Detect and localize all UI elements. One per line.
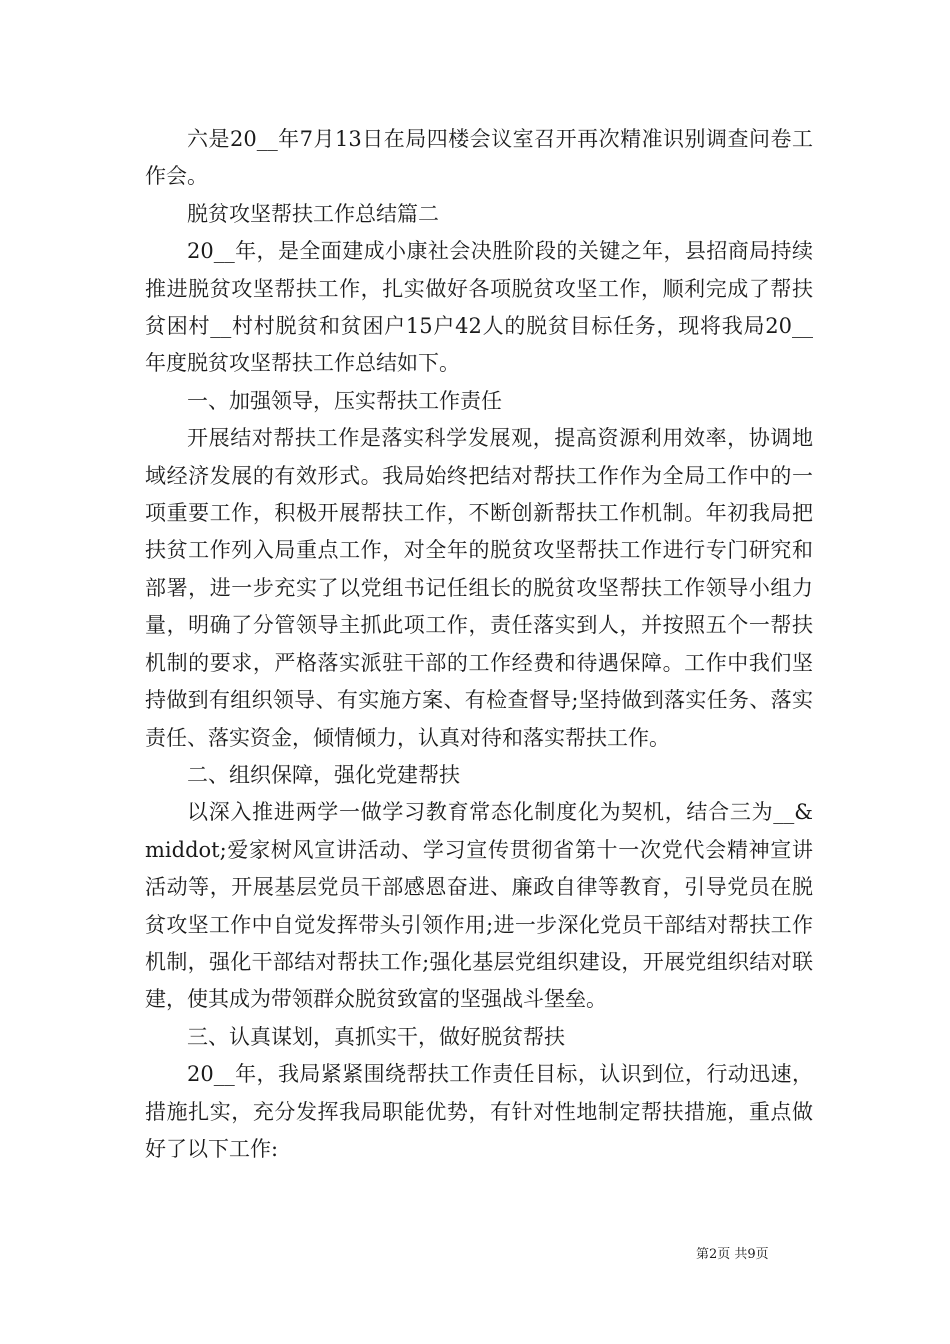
paragraph-leadership: 开展结对帮扶工作是落实科学发展观，提高资源利用效率，协调地域经济发展的有效形式。我局始终把结对帮扶工作作为全局工作中的一项重要工作，积极开展帮扶工作，不断创新帮扶工作机制。年初我局把扶贫工作列入局重点工作，对全年的脱贫攻坚帮扶工作进行专门研究和部署，进一步充实了以党组书记任组长的脱贫攻坚帮扶工作领导小组力量，明确了分管领导主抓此项工作，责任落实到人，并按照五个一帮扶机制的要求，严格落实派驻干部的工作经费和待遇保障。工作中我们坚持做到有组织领导、有实施方案、有检查督导;坚持做到落实任务、落实责任、落实资金，倾情倾力，认真对待和落实帮扶工作。 [145, 426, 813, 750]
heading-three: 三、认真谋划，真抓实干，做好脱贫帮扶 [187, 1024, 565, 1049]
paragraph-intro: 20__年，是全面建成小康社会决胜阶段的关键之年，县招商局持续推进脱贫攻坚帮扶工作，扎实做好各项脱贫攻坚工作，顺利完成了帮扶贫困村__村村脱贫和贫困户15户42人的脱贫目标任务，现将我局20__年度脱贫攻坚帮扶工作总结如下。 [145, 239, 813, 376]
paragraph-party-building: 以深入推进两学一做学习教育常态化制度化为契机，结合三为__&middot;爱家树风宣讲活动、学习宣传贯彻省第十一次党代会精神宣讲活动等，开展基层党员干部感恩奋进、廉政自律等教育，引导党员在脱贫攻坚工作中自觉发挥带头引领作用;进一步深化党员干部结对帮扶工作机制，强化干部结对帮扶工作;强化基层党组织建设，开展党组织结对联建，使其成为带领群众脱贫致富的坚强战斗堡垒。 [145, 800, 813, 1012]
document-body [145, 121, 813, 1168]
page-number: 第2页 共9页 [696, 1247, 769, 1262]
heading-two: 二、组织保障，强化党建帮扶 [187, 762, 460, 787]
section-title: 脱贫攻坚帮扶工作总结篇二 [187, 201, 439, 226]
paragraph-meeting-note: 六是20__年7月13日在局四楼会议室召开再次精准识别调查问卷工作会。 [145, 127, 813, 189]
paragraph-planning: 20__年，我局紧紧围绕帮扶工作责任目标，认识到位，行动迅速，措施扎实，充分发挥我局职能优势，有针对性地制定帮扶措施，重点做好了以下工作: [145, 1062, 813, 1161]
heading-one: 一、加强领导，压实帮扶工作责任 [187, 388, 502, 413]
